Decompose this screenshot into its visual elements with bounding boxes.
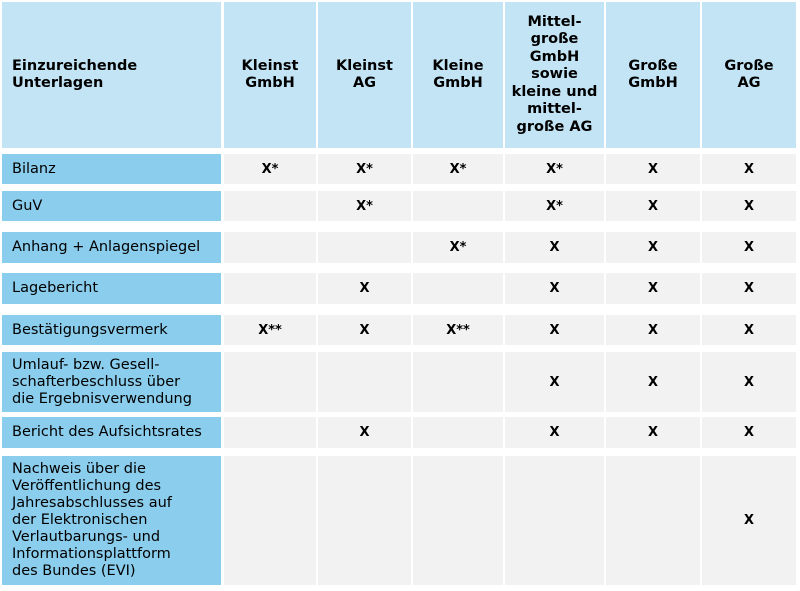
header-column-label: Kleinst GmbH: [241, 57, 299, 91]
cell-value: X*: [449, 240, 467, 255]
cell-value: X*: [261, 161, 279, 177]
table-cell: [702, 352, 796, 412]
table-cell: [505, 352, 604, 412]
cell-value: X: [549, 374, 560, 390]
row-label: [2, 232, 221, 263]
table-cell: [702, 273, 796, 304]
cell-value: X: [743, 281, 755, 296]
table-cell: [606, 315, 700, 345]
row-label: [2, 456, 221, 585]
table-cell: [413, 417, 503, 448]
cell-value: X: [743, 198, 755, 214]
table-cell: [224, 191, 316, 221]
table-cell: [224, 232, 316, 263]
table-cell: [413, 232, 503, 263]
cell-value: X: [647, 240, 659, 255]
header-column: [702, 2, 796, 148]
header-column-label: Große GmbH: [628, 57, 678, 91]
table-cell: [318, 154, 411, 184]
row-label-text: Lagebericht: [12, 280, 99, 296]
header-column-label: Große AG: [724, 57, 774, 91]
cell-value: X: [647, 281, 659, 296]
header-column: [606, 2, 700, 148]
cell-value: X*: [356, 161, 373, 177]
table-cell: [606, 456, 700, 585]
table-cell: [505, 191, 604, 221]
cell-value: X**: [258, 322, 282, 338]
header-column: [318, 2, 411, 148]
header-column-label: Kleinst AG: [336, 57, 393, 91]
cell-value: X: [743, 425, 755, 440]
cell-value: X**: [446, 322, 470, 338]
header-column: [413, 2, 503, 148]
row-label: [2, 352, 221, 412]
table-cell: [318, 232, 411, 263]
table-cell: [413, 273, 503, 304]
table-cell: [606, 273, 700, 304]
cell-value: X: [743, 161, 755, 177]
cell-value: X*: [546, 161, 563, 177]
table-cell: [606, 417, 700, 448]
row-label-text: GuV: [12, 197, 43, 214]
table-cell: [224, 352, 316, 412]
table-cell: [224, 456, 316, 585]
table-cell: [505, 232, 604, 263]
cell-value: X: [549, 322, 560, 338]
header-column: [224, 2, 316, 148]
row-label: [2, 315, 221, 345]
table-cell: [606, 154, 700, 184]
table-cell: [413, 456, 503, 585]
cell-value: X: [743, 513, 755, 528]
header-column: [505, 2, 604, 148]
cell-value: X: [743, 374, 755, 390]
row-label: [2, 417, 221, 448]
row-label-text: Anhang + Anlagenspiegel: [12, 239, 201, 255]
table-cell: [318, 456, 411, 585]
cell-value: X: [647, 374, 659, 390]
table-cell: [505, 273, 604, 304]
cell-value: X: [359, 281, 370, 296]
table-cell: [606, 191, 700, 221]
table-cell: [224, 273, 316, 304]
table-cell: [318, 315, 411, 345]
cell-value: X: [647, 425, 659, 440]
row-label: [2, 154, 221, 184]
cell-value: X: [359, 322, 370, 338]
row-label: [2, 273, 221, 304]
cell-value: X: [647, 161, 659, 177]
cell-value: X: [549, 281, 560, 296]
table-cell: [224, 315, 316, 345]
table-cell: [224, 417, 316, 448]
table-cell: [702, 417, 796, 448]
table-cell: [224, 154, 316, 184]
header-column-label: Kleine GmbH: [432, 57, 484, 91]
row-label-text: Bestätigungsvermerk: [12, 321, 168, 338]
header-column-label: Mittel- große GmbH sowie kleine und mittel- große AG: [511, 13, 598, 135]
row-label-text: Bericht des Aufsichtsrates: [12, 424, 202, 440]
row-label-text: Umlauf- bzw. Gesell- schafterbeschluss über die Ergebnisverwendung: [12, 356, 192, 407]
table-cell: [702, 232, 796, 263]
row-label-text: Nachweis über die Veröffentlichung des Jahresabschlusses auf der Elektronischen Verlautbarungs- und Informationsplattform des Bundes (EVI): [12, 461, 172, 579]
cell-value: X: [647, 322, 659, 338]
table-cell: [318, 273, 411, 304]
cell-value: X: [359, 425, 370, 440]
table-cell: [702, 315, 796, 345]
table-cell: [702, 456, 796, 585]
table-cell: [606, 352, 700, 412]
cell-value: X: [743, 240, 755, 255]
cell-value: X*: [356, 198, 373, 214]
table-cell: [318, 191, 411, 221]
header-documents: [2, 2, 221, 148]
table-cell: [505, 456, 604, 585]
table-cell: [702, 191, 796, 221]
table-cell: [318, 417, 411, 448]
table-cell: [702, 154, 796, 184]
table-cell: [413, 352, 503, 412]
table-cell: [413, 154, 503, 184]
cell-value: X: [549, 240, 560, 255]
row-label-text: Bilanz: [12, 160, 56, 177]
header-documents-label: Einzureichende Unterlagen: [12, 57, 138, 91]
table-cell: [505, 417, 604, 448]
table-cell: [505, 315, 604, 345]
table-cell: [606, 232, 700, 263]
table-cell: [413, 315, 503, 345]
cell-value: X: [647, 198, 659, 214]
table-cell: [413, 191, 503, 221]
cell-value: X*: [449, 161, 467, 177]
table-cell: [505, 154, 604, 184]
cell-value: X*: [546, 198, 563, 214]
cell-value: X: [743, 322, 755, 338]
table-cell: [318, 352, 411, 412]
cell-value: X: [549, 425, 560, 440]
row-label: [2, 191, 221, 221]
